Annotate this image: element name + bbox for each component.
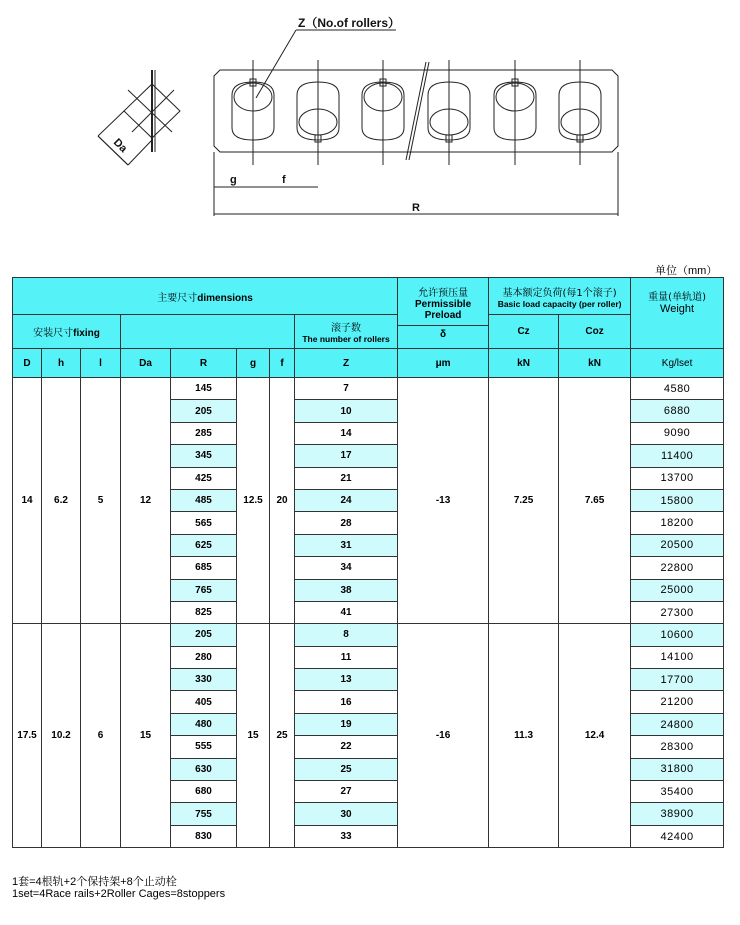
footnote-cn: 1套=4根轨+2个保持架+8个止动栓 bbox=[12, 876, 177, 888]
cell-R: 480 bbox=[171, 713, 237, 735]
col-header-cz-unit: kN bbox=[489, 349, 559, 378]
cell-R: 625 bbox=[171, 534, 237, 556]
cell-R: 685 bbox=[171, 557, 237, 579]
cell-weight: 22800 bbox=[631, 557, 724, 579]
cell-R: 830 bbox=[171, 825, 237, 847]
cross-section-view bbox=[98, 70, 180, 165]
cell-Z: 33 bbox=[295, 825, 398, 847]
cell-Da: 15 bbox=[121, 624, 171, 848]
cell-R: 565 bbox=[171, 512, 237, 534]
col-header-z: Z bbox=[295, 349, 398, 378]
cell-g: 15 bbox=[237, 624, 270, 848]
cell-weight: 21200 bbox=[631, 691, 724, 713]
header-blank bbox=[121, 315, 295, 349]
table-row bbox=[13, 624, 724, 646]
cell-g: 12.5 bbox=[237, 378, 270, 624]
cell-weight: 25000 bbox=[631, 579, 724, 601]
cell-weight: 13700 bbox=[631, 467, 724, 489]
cell-Z: 31 bbox=[295, 534, 398, 556]
col-header-coz-unit: kN bbox=[559, 349, 631, 378]
cell-h: 6.2 bbox=[42, 378, 81, 624]
col-header-preload-unit: μm bbox=[398, 349, 489, 378]
cell-weight: 11400 bbox=[631, 445, 724, 467]
dim-label-R: R bbox=[412, 202, 420, 214]
cell-f: 25 bbox=[270, 624, 295, 848]
header-delta: δ bbox=[398, 325, 488, 340]
cell-Z: 17 bbox=[295, 445, 398, 467]
header-preload: 允许预压量 Permissible Preload δ bbox=[398, 278, 489, 349]
cell-weight: 35400 bbox=[631, 781, 724, 803]
cell-weight: 20500 bbox=[631, 534, 724, 556]
cell-R: 405 bbox=[171, 691, 237, 713]
cell-weight: 4580 bbox=[631, 378, 724, 400]
cell-R: 205 bbox=[171, 624, 237, 646]
cell-l: 6 bbox=[81, 624, 121, 848]
cell-Z: 10 bbox=[295, 400, 398, 422]
cell-R: 755 bbox=[171, 803, 237, 825]
cell-weight: 17700 bbox=[631, 669, 724, 691]
cell-R: 425 bbox=[171, 467, 237, 489]
callout-label: Z（No.of rollers） bbox=[298, 16, 401, 30]
header-rollers: 滚子数 The number of rollers bbox=[295, 315, 398, 349]
roller-cage-drawing bbox=[0, 0, 740, 240]
header-fixing: 安装尺寸fixing bbox=[13, 315, 121, 349]
col-header-d: D bbox=[13, 349, 42, 378]
cell-cz: 7.25 bbox=[489, 378, 559, 624]
cell-weight: 9090 bbox=[631, 422, 724, 444]
cell-Z: 11 bbox=[295, 646, 398, 668]
cell-Z: 38 bbox=[295, 579, 398, 601]
col-header-h: h bbox=[42, 349, 81, 378]
cell-Da: 12 bbox=[121, 378, 171, 624]
header-basic-load: 基本额定负荷(每1个滚子) Basic load capacity (per roller) bbox=[489, 278, 631, 315]
cell-weight: 28300 bbox=[631, 736, 724, 758]
col-header-r: R bbox=[171, 349, 237, 378]
cell-Z: 22 bbox=[295, 736, 398, 758]
header-coz: Coz bbox=[559, 315, 631, 349]
cell-Z: 21 bbox=[295, 467, 398, 489]
cell-R: 345 bbox=[171, 445, 237, 467]
cell-weight: 42400 bbox=[631, 825, 724, 847]
cell-R: 630 bbox=[171, 758, 237, 780]
cell-Z: 19 bbox=[295, 713, 398, 735]
cell-Z: 41 bbox=[295, 601, 398, 623]
footnote-en: 1set=4Race rails+2Roller Cages=8stoppers bbox=[12, 888, 226, 900]
cell-weight: 6880 bbox=[631, 400, 724, 422]
col-header-weight-unit: Kg/lset bbox=[631, 349, 724, 378]
cell-h: 10.2 bbox=[42, 624, 81, 848]
spec-table bbox=[12, 277, 724, 848]
col-header-g: g bbox=[237, 349, 270, 378]
cell-Z: 28 bbox=[295, 512, 398, 534]
cell-R: 330 bbox=[171, 669, 237, 691]
cell-R: 485 bbox=[171, 489, 237, 511]
cell-R: 285 bbox=[171, 422, 237, 444]
cell-preload: -13 bbox=[398, 378, 489, 624]
cell-R: 145 bbox=[171, 378, 237, 400]
cell-l: 5 bbox=[81, 378, 121, 624]
cell-weight: 24800 bbox=[631, 713, 724, 735]
cell-coz: 7.65 bbox=[559, 378, 631, 624]
rollers bbox=[232, 60, 601, 165]
dim-label-Da: Da bbox=[110, 136, 130, 155]
cell-weight: 10600 bbox=[631, 624, 724, 646]
cell-Z: 24 bbox=[295, 489, 398, 511]
header-main-dimensions: 主要尺寸dimensions bbox=[13, 278, 398, 315]
cell-coz: 12.4 bbox=[559, 624, 631, 848]
cell-R: 765 bbox=[171, 579, 237, 601]
cell-Z: 34 bbox=[295, 557, 398, 579]
cell-Z: 8 bbox=[295, 624, 398, 646]
cell-Z: 7 bbox=[295, 378, 398, 400]
cell-D: 17.5 bbox=[13, 624, 42, 848]
cell-R: 280 bbox=[171, 646, 237, 668]
cell-Z: 13 bbox=[295, 669, 398, 691]
col-header-l: l bbox=[81, 349, 121, 378]
col-header-da: Da bbox=[121, 349, 171, 378]
footnote bbox=[12, 876, 225, 900]
unit-label: 单位（mm） bbox=[655, 265, 718, 277]
cell-weight: 38900 bbox=[631, 803, 724, 825]
cell-R: 825 bbox=[171, 601, 237, 623]
cell-Z: 14 bbox=[295, 422, 398, 444]
cell-R: 205 bbox=[171, 400, 237, 422]
header-weight: 重量(单轨道) Weight bbox=[631, 278, 724, 349]
cell-R: 555 bbox=[171, 736, 237, 758]
cell-weight: 31800 bbox=[631, 758, 724, 780]
cell-D: 14 bbox=[13, 378, 42, 624]
cell-Z: 27 bbox=[295, 781, 398, 803]
cell-f: 20 bbox=[270, 378, 295, 624]
dim-label-g: g bbox=[230, 174, 237, 186]
cell-Z: 16 bbox=[295, 691, 398, 713]
cell-weight: 15800 bbox=[631, 489, 724, 511]
cell-weight: 14100 bbox=[631, 646, 724, 668]
col-header-f: f bbox=[270, 349, 295, 378]
cell-R: 680 bbox=[171, 781, 237, 803]
cell-cz: 11.3 bbox=[489, 624, 559, 848]
cell-Z: 30 bbox=[295, 803, 398, 825]
header-cz: Cz bbox=[489, 315, 559, 349]
cell-Z: 25 bbox=[295, 758, 398, 780]
table-row bbox=[13, 378, 724, 400]
dim-label-f: f bbox=[282, 174, 286, 186]
cell-weight: 27300 bbox=[631, 601, 724, 623]
cell-weight: 18200 bbox=[631, 512, 724, 534]
cell-preload: -16 bbox=[398, 624, 489, 848]
